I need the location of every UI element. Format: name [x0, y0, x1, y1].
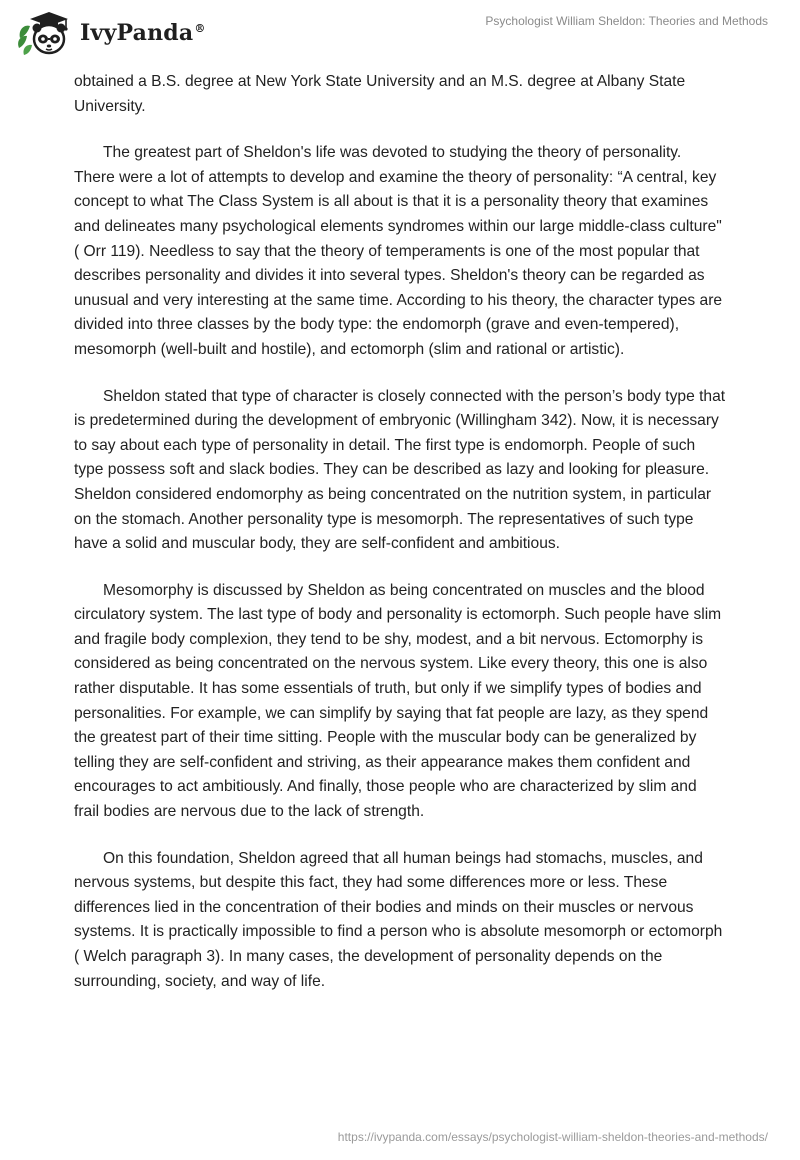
panda-graduate-icon [16, 8, 74, 58]
paragraph-3: Sheldon stated that type of character is closely connected with the person’s body type that is predetermined during the development of embryonic (Willingham 342). Now, it is necessary to say about each type of personality in detail. The first type is endomorph. People of such type possess soft and slack bodies. They can be described as lazy and looking for pleasure. Sheldon considered endomorphy as being concentrated on the nutrition system, in particular on the stomach. Another personality type is mesomorph. The representatives of such type have a solid and muscular body, they are self-confident and ambitious. [74, 387, 726, 553]
page-header [0, 0, 800, 70]
ivypanda-logo[interactable] [16, 8, 206, 58]
paragraph-5: On this foundation, Sheldon agreed that all human beings had stomachs, muscles, and nervous systems, but despite this fact, they had some differences more or less. These differences lied in the concentration of their bodies and minds on their muscles or nervous systems. It is practically impossible to find a person who is absolute mesomorph or ectomorph ( Welch paragraph 3). In many cases, the development of personality depends on the surrounding, society, and way of life. [74, 849, 723, 990]
essay-body [74, 70, 726, 1016]
paragraph-4: Mesomorphy is discussed by Sheldon as being concentrated on muscles and the blood circulatory system. The last type of body and personality is ectomorph. Such people have slim and fragile body complexion, they tend to be shy, modest, and a bit nervous. Ectomorphy is considered as being concentrated on the nervous system. Like every theory, this one is also rather disputable. It has some essentials of truth, but only if we simplify types of bodies and personalities. For example, we can simplify by saying that fat people are lazy, as they spend the greatest part of their time sitting. People with the muscular body can be generalized by telling they are self-confident and striving, as their appearance makes them confident and encourages to act ambitiously. And finally, those people who are characterized by slim and frail bodies are nervous due to the lack of strength. [74, 581, 722, 821]
brand-name [80, 20, 206, 46]
registered-mark: ® [194, 21, 206, 35]
brand-text: IvyPanda [80, 20, 194, 46]
document-title: Psychologist William Sheldon: Theories and Methods [485, 14, 768, 28]
source-url-link[interactable]: https://ivypanda.com/essays/psychologist-william-sheldon-theories-and-methods/ [337, 1130, 768, 1144]
paragraph-1: obtained a B.S. degree at New York State University and an M.S. degree at Albany State University. [74, 73, 686, 115]
paragraph-2: The greatest part of Sheldon's life was devoted to studying the theory of personality. There were a lot of attempts to develop and examine the theory of personality: “A central, key concept to what The Class System is all about is that it is a personality theory that examines and delineates many psychological elements syndromes within our large middle-class culture" ( Orr 119). Needless to say that the theory of temperaments is one of the most popular that describes personality and divides it into several types. Sheldon's theory can be regarded as unusual and very interesting at the same time. According to his theory, the character types are divided into three classes by the body type: the endomorph (grave and even-tempered), mesomorph (well-built and hostile), and ectomorph (slim and rational or artistic). [74, 144, 723, 358]
